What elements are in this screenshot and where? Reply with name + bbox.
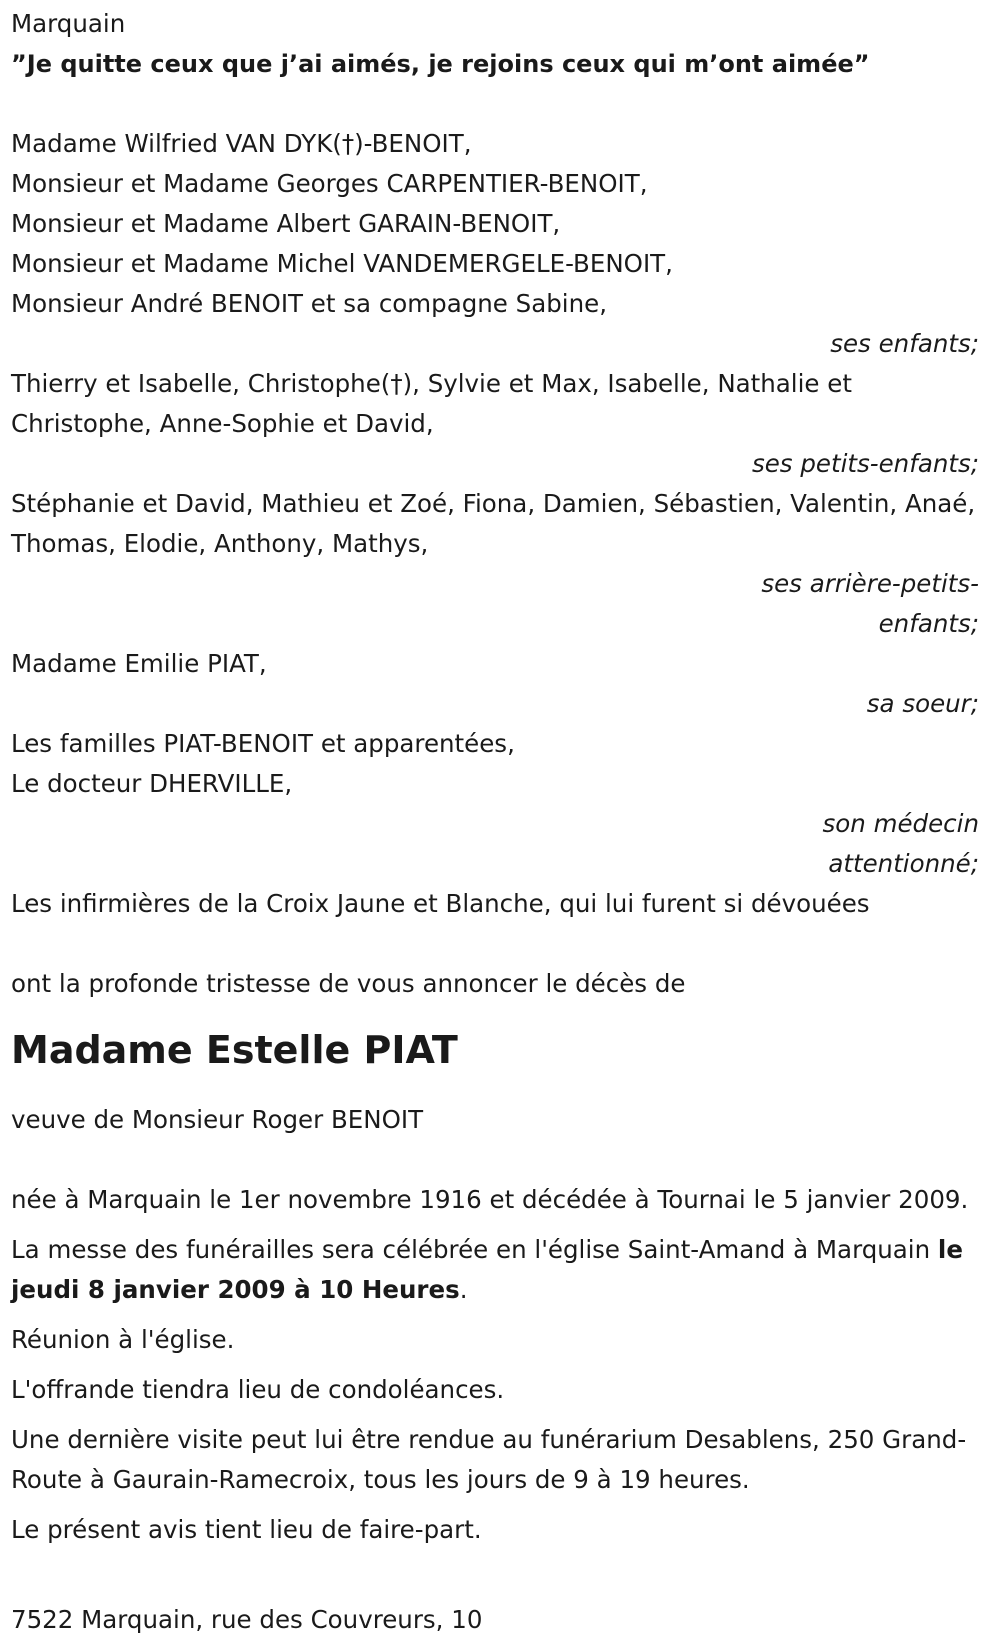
visit-text: Une dernière visite peut lui être rendue au funérarium Desablens, 250 Grand-Route à Gaurain-Ramecroix, tous les jours de 9 à 19 heures. [11, 1425, 967, 1494]
relation-label: ses enfants; [830, 329, 979, 358]
deceased-name: Madame Estelle PIAT [11, 1028, 458, 1072]
family-line: Monsieur et Madame Michel VANDEMERGELE-BENOIT, [11, 249, 673, 278]
epitaph-quote: ”Je quitte ceux que j’ai aimés, je rejoins ceux qui m’ont aimée” [11, 50, 870, 78]
family-line: Monsieur et Madame Albert GARAIN-BENOIT, [11, 209, 561, 238]
family-line: Stéphanie et David, Mathieu et Zoé, Fiona, Damien, Sébastien, Valentin, Anaé, Thomas, Elodie, Anthony, Mathys, [11, 489, 976, 558]
family-line: Madame Emilie PIAT, [11, 649, 267, 678]
relation-label: ses arrière-petits-enfants; [761, 569, 979, 638]
family-line: Monsieur André BENOIT et sa compagne Sabine, [11, 289, 607, 318]
relation-label: son médecin attentionné; [822, 809, 979, 878]
relation-label: sa soeur; [866, 689, 979, 718]
family-line: Madame Wilfried VAN DYK(†)-BENOIT, [11, 129, 472, 158]
families-block [11, 724, 989, 764]
mass-suffix: . [459, 1275, 468, 1304]
birth-death-text: née à Marquain le 1er novembre 1916 et décédée à Tournai le 5 janvier 2009. [11, 1185, 969, 1214]
mass-prefix: La messe des funérailles sera célébrée en l'église Saint-Amand à Marquain [11, 1235, 938, 1264]
family-line: Les familles PIAT-BENOIT et apparentées, [11, 729, 515, 758]
children-block [11, 124, 989, 364]
family-line: Thierry et Isabelle, Christophe(†), Sylvie et Max, Isabelle, Nathalie et Christophe, Anne-Sophie et David, [11, 369, 852, 438]
offering-text: L'offrande tiendra lieu de condoléances. [11, 1375, 505, 1404]
mass-date: le jeudi 8 janvier 2009 à 10 Heures [11, 1235, 963, 1304]
announcement-text: ont la profonde tristesse de vous annoncer le décès de [11, 969, 686, 998]
funeral-mass-text [11, 1230, 989, 1310]
place-heading: Marquain [11, 9, 126, 38]
meeting-text: Réunion à l'église. [11, 1325, 235, 1354]
relation-label: ses petits-enfants; [751, 449, 979, 478]
sister-block [11, 644, 989, 724]
family-line: Monsieur et Madame Georges CARPENTIER-BENOIT, [11, 169, 648, 198]
widow-of-text: veuve de Monsieur Roger BENOIT [11, 1105, 424, 1134]
family-line: Le docteur DHERVILLE, [11, 769, 293, 798]
doctor-block [11, 764, 989, 884]
nurses-block [11, 884, 989, 924]
great-grandchildren-block [11, 484, 989, 644]
address-text: 7522 Marquain, rue des Couvreurs, 10 [11, 1605, 483, 1634]
grandchildren-block [11, 364, 989, 484]
family-line: Les infirmières de la Croix Jaune et Blanche, qui lui furent si dévouées [11, 889, 870, 918]
notice-text: Le présent avis tient lieu de faire-part. [11, 1515, 482, 1544]
